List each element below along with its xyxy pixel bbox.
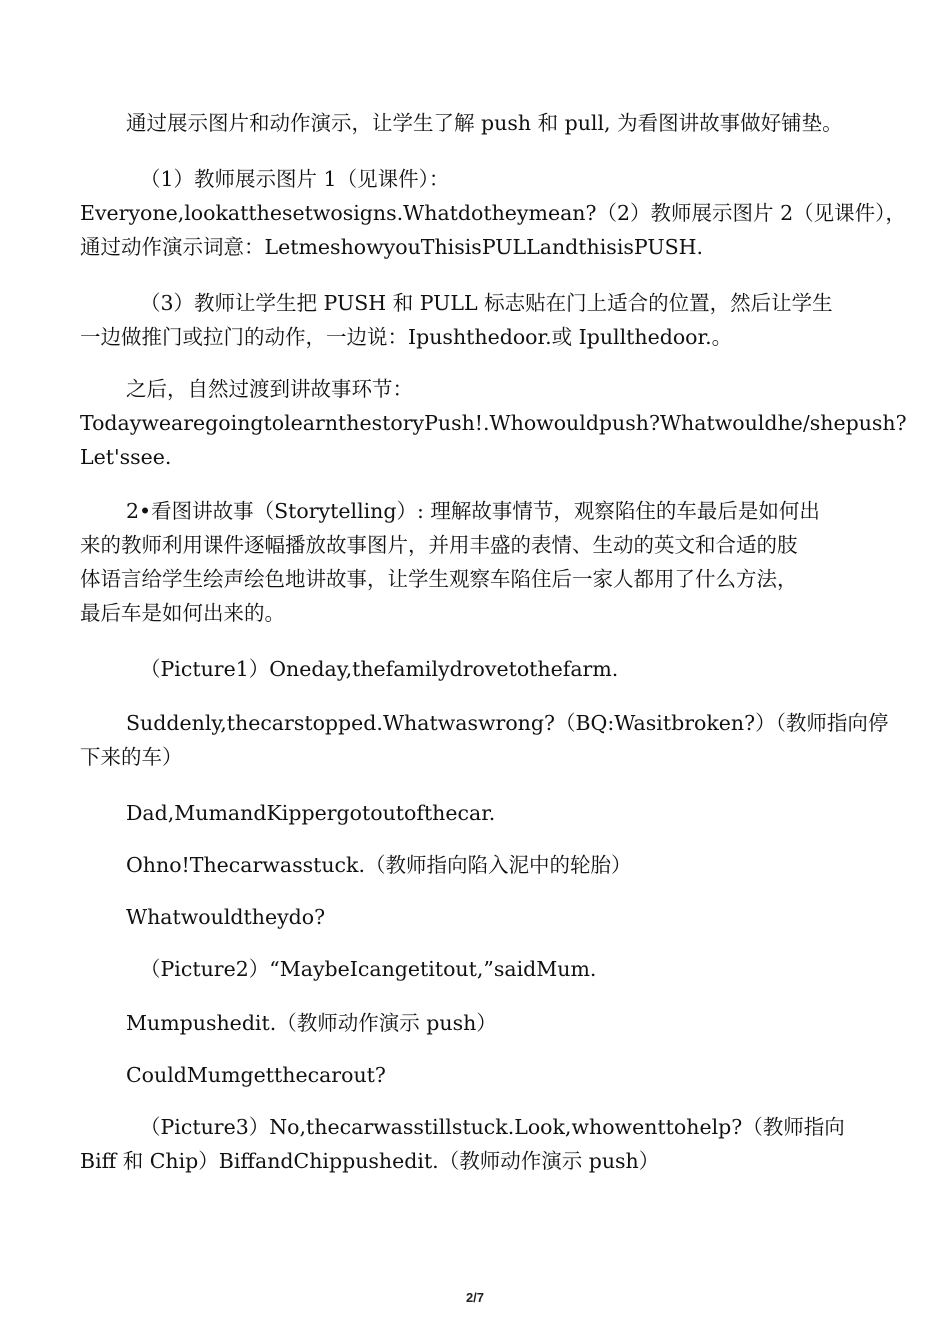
suddenly-cont-line: 下来的车） (80, 745, 183, 769)
picture-1-line: （Picture1）Oneday,thefamilydrovetothefarm. (140, 657, 619, 681)
picture-3-line: （Picture3）No,thecarwasstillstuck.Look,whowenttohelp?（教师指向 (140, 1115, 845, 1139)
mum-pushed-line: Mumpushedit.（教师动作演示 push） (126, 1011, 497, 1035)
dad-mum-line: Dad,MumandKippergotoutofthecar. (126, 801, 496, 825)
transition-question-line: TodaywearegoingtolearnthestoryPush!.Whowouldpush?Whatwouldhe/shepush? (80, 411, 907, 435)
transition-lets-see-line: Let'ssee. (80, 445, 172, 469)
step-2-line: 通过动作演示词意：LetmeshowyouThisisPULLandthisisPUSH. (80, 235, 704, 259)
step-3-line: （3）教师让学生把 PUSH 和 PULL 标志贴在门上适合的位置，然后让学生 (140, 291, 833, 315)
storytelling-line-4: 最后车是如何出来的。 (80, 601, 285, 625)
paragraph-intro-line: 通过展示图片和动作演示，让学生了解 push 和 pull, 为看图讲故事做好铺垫。 (126, 111, 843, 135)
picture-2-line: （Picture2）“MaybeIcangetitout,”saidMum. (140, 957, 597, 981)
step-3-cont-line: 一边做推门或拉门的动作，一边说：Ipushthedoor.或 Ipullthedoor.。 (80, 325, 733, 349)
stuck-line: Ohno!Thecarwasstuck.（教师指向陷入泥中的轮胎） (126, 853, 632, 877)
storytelling-line-3: 体语言给学生绘声绘色地讲故事，让学生观察车陷住后一家人都用了什么方法， (80, 567, 798, 591)
page-number: 2/7 (465, 1290, 485, 1305)
could-mum-line: CouldMumgetthecarout? (126, 1063, 386, 1087)
picture-3-cont-line: Biff 和 Chip）BiffandChippushedit.（教师动作演示 push） (80, 1149, 660, 1173)
step-1-line: （1）教师展示图片 1（见课件）： (140, 167, 450, 191)
step-1-2-line: Everyone,lookatthesetwosigns.Whatdotheymean?（2）教师展示图片 2（见课件）， (80, 201, 906, 225)
storytelling-heading-line: 2•看图讲故事（Storytelling）: 理解故事情节，观察陷住的车最后是如何出 (126, 499, 820, 523)
what-would-they-do-line: Whatwouldtheydo? (126, 905, 326, 929)
suddenly-line: Suddenly,thecarstopped.Whatwaswrong?（BQ:Wasitbroken?）（教师指向停 (126, 711, 889, 735)
storytelling-line-2: 来的教师利用课件逐幅播放故事图片，并用丰盛的表情、生动的英文和合适的肢 (80, 533, 798, 557)
transition-line: 之后，自然过渡到讲故事环节： (126, 377, 413, 401)
